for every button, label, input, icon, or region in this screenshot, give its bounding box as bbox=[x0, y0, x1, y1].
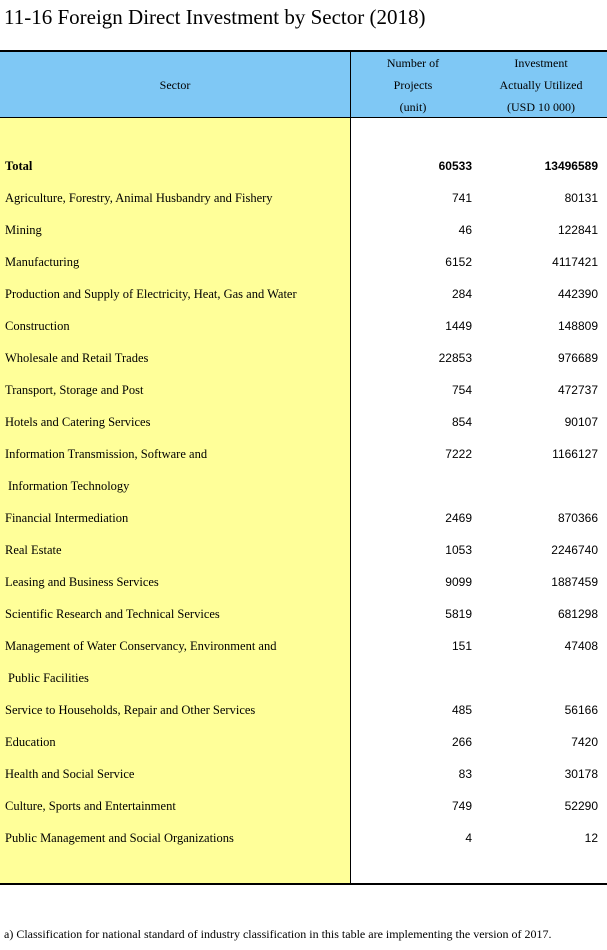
investment-cell: 56166 bbox=[564, 703, 598, 717]
header-projects bbox=[351, 52, 475, 118]
projects-cell: 60533 bbox=[438, 159, 472, 173]
projects-cell: 1449 bbox=[445, 319, 472, 333]
table-row bbox=[0, 438, 607, 493]
projects-cell: 266 bbox=[451, 735, 472, 749]
header-investment-line: (USD 10 000) bbox=[507, 100, 575, 114]
table-row bbox=[0, 214, 607, 246]
sector-cell: Hotels and Catering Services bbox=[5, 415, 151, 429]
projects-cell: 741 bbox=[451, 191, 472, 205]
investment-cell: 122841 bbox=[557, 223, 598, 237]
projects-cell: 5819 bbox=[445, 607, 472, 621]
investment-cell: 7420 bbox=[571, 735, 598, 749]
sector-cell-continued: Public Facilities bbox=[8, 671, 89, 685]
investment-cell: 2246740 bbox=[551, 543, 598, 557]
investment-cell: 870366 bbox=[557, 511, 598, 525]
table-bottom-rule bbox=[0, 883, 607, 885]
sector-cell: Mining bbox=[5, 223, 42, 237]
projects-cell: 284 bbox=[451, 287, 472, 301]
header-sector: Sector bbox=[159, 78, 191, 92]
header-investment-line: Investment bbox=[514, 56, 568, 70]
projects-cell: 754 bbox=[451, 383, 472, 397]
sector-cell: Health and Social Service bbox=[5, 767, 135, 781]
table-row bbox=[0, 246, 607, 278]
investment-cell: 52290 bbox=[564, 799, 598, 813]
table-row bbox=[0, 342, 607, 374]
projects-cell: 83 bbox=[458, 767, 472, 781]
investment-cell: 13496589 bbox=[544, 159, 598, 173]
projects-cell: 46 bbox=[458, 223, 472, 237]
table-row bbox=[0, 630, 607, 685]
header-projects-line: Projects bbox=[393, 78, 433, 92]
table-row bbox=[0, 694, 607, 726]
investment-cell: 472737 bbox=[557, 383, 598, 397]
page-title: 11-16 Foreign Direct Investment by Sector (2018) bbox=[4, 5, 426, 29]
projects-cell: 854 bbox=[451, 415, 472, 429]
sector-cell: Agriculture, Forestry, Animal Husbandry and Fishery bbox=[5, 191, 273, 205]
projects-cell: 749 bbox=[451, 799, 472, 813]
table-row-total bbox=[0, 150, 607, 182]
sector-cell: Financial Intermediation bbox=[5, 511, 129, 525]
table-row bbox=[0, 278, 607, 310]
projects-cell: 7222 bbox=[445, 447, 472, 461]
sector-cell: Real Estate bbox=[5, 543, 62, 557]
table-row bbox=[0, 566, 607, 598]
sector-cell: Service to Households, Repair and Other Services bbox=[5, 703, 256, 717]
investment-cell: 47408 bbox=[564, 639, 598, 653]
projects-cell: 4 bbox=[465, 831, 472, 845]
investment-cell: 4117421 bbox=[552, 255, 598, 269]
sector-cell: Education bbox=[5, 735, 56, 749]
table-row bbox=[0, 726, 607, 758]
table-row bbox=[0, 758, 607, 790]
investment-cell: 12 bbox=[584, 831, 598, 845]
sector-cell: Production and Supply of Electricity, Heat, Gas and Water bbox=[5, 287, 297, 301]
header-investment-line: Actually Utilized bbox=[499, 78, 583, 92]
investment-cell: 1166127 bbox=[552, 447, 598, 461]
table-row bbox=[0, 182, 607, 214]
sector-cell: Transport, Storage and Post bbox=[5, 383, 144, 397]
fdi-table bbox=[0, 50, 607, 886]
projects-cell: 22853 bbox=[438, 351, 472, 365]
footnote: a) Classification for national standard of industry classification in this table are implementing the version of 2017. bbox=[4, 927, 552, 941]
sector-cell: Manufacturing bbox=[5, 255, 80, 269]
sector-cell-continued: Information Technology bbox=[8, 479, 130, 493]
projects-cell: 2469 bbox=[445, 511, 472, 525]
sector-cell: Public Management and Social Organizations bbox=[5, 831, 234, 845]
projects-cell: 1053 bbox=[445, 543, 472, 557]
table-row bbox=[0, 790, 607, 822]
table-row bbox=[0, 502, 607, 534]
investment-cell: 681298 bbox=[557, 607, 598, 621]
sector-cell: Culture, Sports and Entertainment bbox=[5, 799, 176, 813]
sector-cell: Leasing and Business Services bbox=[5, 575, 159, 589]
sector-cell: Total bbox=[5, 159, 33, 173]
investment-cell: 30178 bbox=[564, 767, 598, 781]
table-row bbox=[0, 598, 607, 630]
header-investment bbox=[475, 52, 607, 118]
investment-cell: 1887459 bbox=[551, 575, 598, 589]
investment-cell: 80131 bbox=[564, 191, 598, 205]
sector-cell: Information Transmission, Software and bbox=[5, 447, 208, 461]
investment-cell: 90107 bbox=[564, 415, 598, 429]
table-row bbox=[0, 310, 607, 342]
header-projects-line: Number of bbox=[386, 56, 440, 70]
projects-cell: 485 bbox=[451, 703, 472, 717]
header-projects-line: (unit) bbox=[399, 100, 427, 114]
table-row bbox=[0, 374, 607, 406]
sector-cell: Scientific Research and Technical Services bbox=[5, 607, 220, 621]
projects-cell: 9099 bbox=[445, 575, 472, 589]
table-row bbox=[0, 822, 607, 854]
investment-cell: 442390 bbox=[557, 287, 598, 301]
investment-cell: 976689 bbox=[557, 351, 598, 365]
projects-cell: 151 bbox=[451, 639, 472, 653]
table-row bbox=[0, 406, 607, 438]
sector-cell: Wholesale and Retail Trades bbox=[5, 351, 149, 365]
projects-cell: 6152 bbox=[445, 255, 472, 269]
table-row bbox=[0, 534, 607, 566]
sector-cell: Construction bbox=[5, 319, 70, 333]
investment-cell: 148809 bbox=[557, 319, 598, 333]
sector-cell: Management of Water Conservancy, Environment and bbox=[5, 639, 277, 653]
